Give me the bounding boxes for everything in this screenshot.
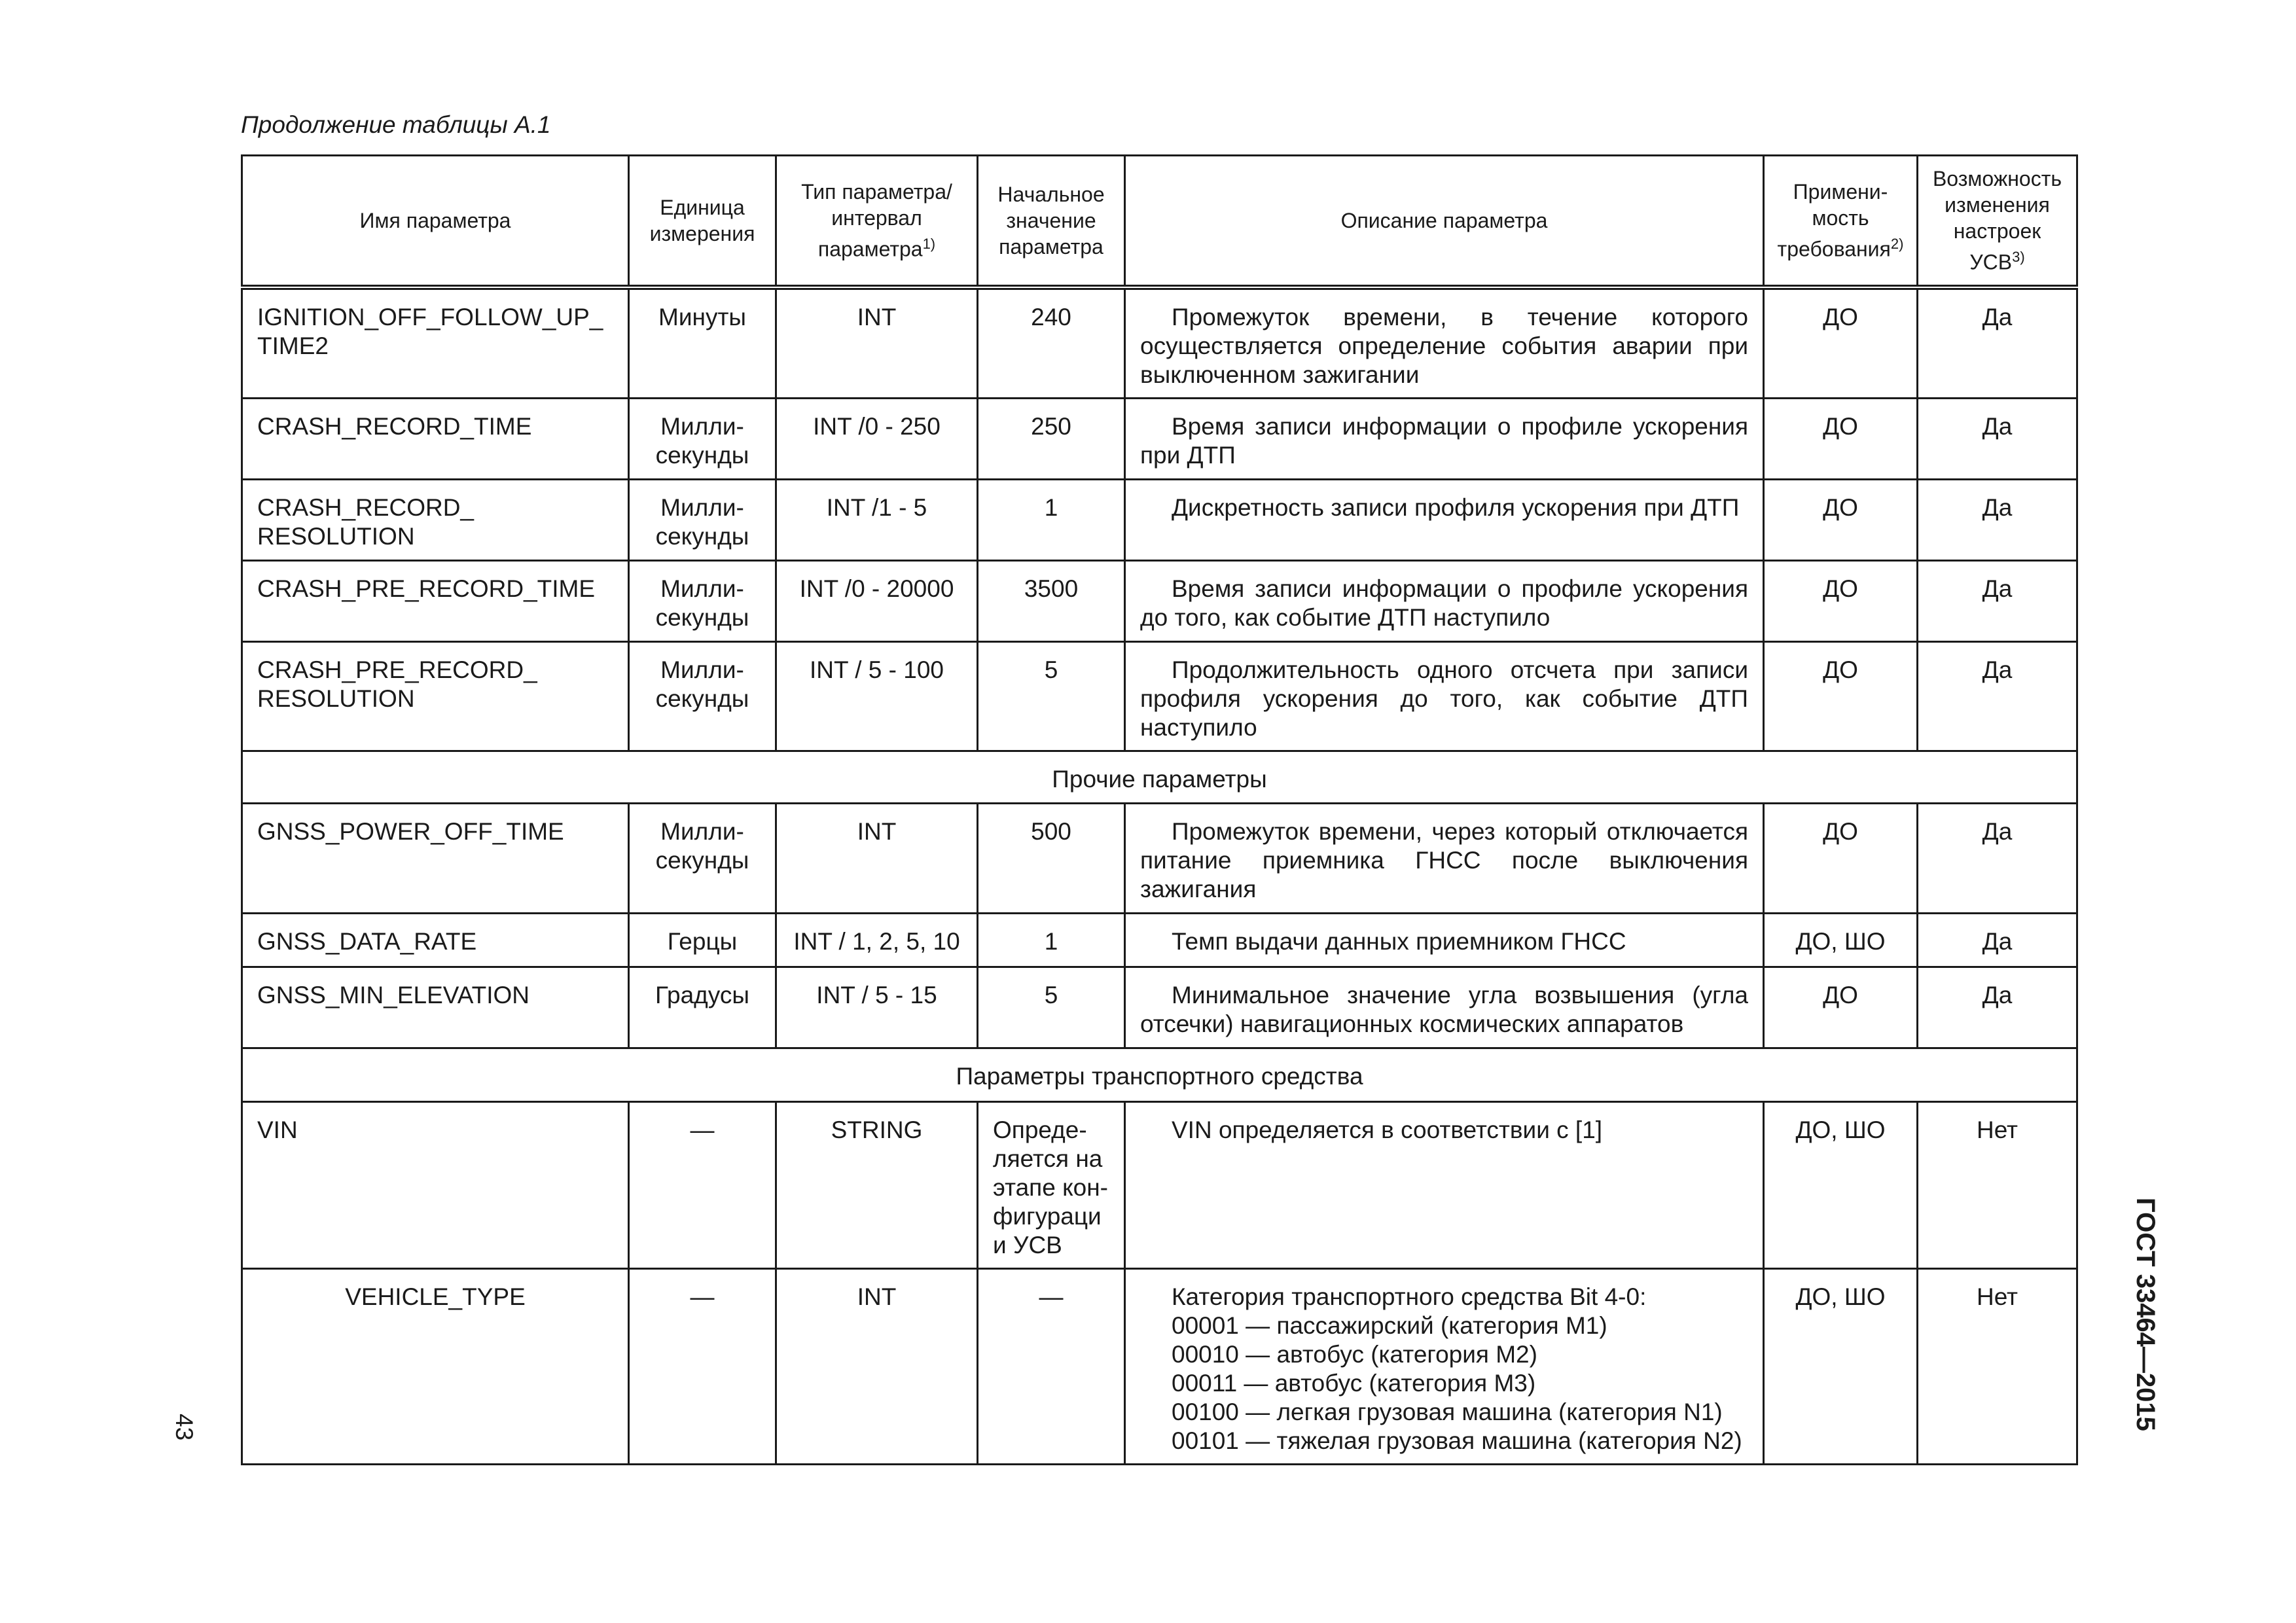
- cell-description: Минимальное значение угла возвышения (угла отсечки) навигационных космических аппаратов: [1125, 967, 1764, 1048]
- description-line: 00001 — пассажирский (категория M1): [1172, 1311, 1607, 1339]
- cell-name: GNSS_MIN_ELEVATION: [242, 967, 629, 1048]
- cell-initial: 1: [978, 479, 1125, 560]
- header-description: Описание параметра: [1125, 156, 1764, 287]
- cell-type: INT /0 - 250: [776, 398, 978, 479]
- cell-unit: Милли-секунды: [629, 560, 776, 641]
- page-number: 43: [171, 1414, 198, 1441]
- cell-applicability: ДО: [1764, 967, 1918, 1048]
- cell-name: CRASH_PRE_RECORD_TIME: [242, 560, 629, 641]
- cell-description: Темп выдачи данных приемником ГНСС: [1125, 913, 1764, 967]
- cell-changeable: Да: [1918, 287, 2077, 399]
- cell-type: INT: [776, 803, 978, 913]
- cell-unit: Милли-секунды: [629, 641, 776, 751]
- cell-description: Промежуток времени, через который отключается питание приемника ГНСС после выключения зажигания: [1125, 803, 1764, 913]
- description-line: 00101 — тяжелая грузовая машина (категория N2): [1172, 1427, 1742, 1454]
- cell-description: Продолжительность одного отсчета при записи профиля ускорения до того, как событие ДТП наступило: [1125, 641, 1764, 751]
- cell-description: Время записи информации о профиле ускорения до того, как событие ДТП наступило: [1125, 560, 1764, 641]
- cell-name: GNSS_POWER_OFF_TIME: [242, 803, 629, 913]
- cell-initial: 500: [978, 803, 1125, 913]
- cell-initial: 5: [978, 967, 1125, 1048]
- parameters-table: [241, 154, 2078, 1465]
- cell-type: INT / 5 - 15: [776, 967, 978, 1048]
- description-line: 00100 — легкая грузовая машина (категория N1): [1172, 1398, 1723, 1425]
- cell-type: INT: [776, 287, 978, 399]
- header-applicability: Примени-мость требования$^{2)}$: [1764, 156, 1918, 287]
- cell-description: Промежуток времени, в течение которого осуществляется определение события аварии при выключенном зажигании: [1125, 287, 1764, 399]
- cell-type: INT: [776, 1268, 978, 1464]
- cell-applicability: ДО: [1764, 641, 1918, 751]
- cell-applicability: ДО: [1764, 287, 1918, 399]
- cell-type: INT / 1, 2, 5, 10: [776, 913, 978, 967]
- cell-name: VIN: [242, 1101, 629, 1268]
- description-line: 00010 — автобус (категория M2): [1172, 1340, 1537, 1368]
- cell-unit: Милли-секунды: [629, 479, 776, 560]
- cell-name: IGNITION_OFF_FOLLOW_UP_ TIME2: [242, 287, 629, 399]
- section-row-other: [242, 751, 2077, 803]
- cell-name: CRASH_RECORD_ RESOLUTION: [242, 479, 629, 560]
- cell-unit: Милли-секунды: [629, 398, 776, 479]
- cell-unit: Градусы: [629, 967, 776, 1048]
- cell-applicability: ДО, ШО: [1764, 913, 1918, 967]
- table-row: [242, 913, 2077, 967]
- header-type: Тип параметра/ интервал параметра$^{1)}$: [776, 156, 978, 287]
- header-changeable: Возможность изменения настроек УСВ$^{3)}$: [1918, 156, 2077, 287]
- cell-type: INT /1 - 5: [776, 479, 978, 560]
- cell-changeable: Да: [1918, 967, 2077, 1048]
- cell-initial: 1: [978, 913, 1125, 967]
- cell-unit: Милли-секунды: [629, 803, 776, 913]
- cell-type: INT /0 - 20000: [776, 560, 978, 641]
- section-title: Параметры транспортного средства: [242, 1048, 2077, 1101]
- cell-type: STRING: [776, 1101, 978, 1268]
- cell-changeable: Да: [1918, 560, 2077, 641]
- table-row: [242, 967, 2077, 1048]
- cell-changeable: Нет: [1918, 1101, 2077, 1268]
- cell-name: CRASH_RECORD_TIME: [242, 398, 629, 479]
- cell-changeable: Да: [1918, 479, 2077, 560]
- cell-applicability: ДО: [1764, 398, 1918, 479]
- table-row: [242, 803, 2077, 913]
- standard-designation: ГОСТ 33464—2015: [2131, 1198, 2160, 1431]
- table-row: [242, 398, 2077, 479]
- table-row: [242, 1268, 2077, 1464]
- section-row-vehicle: [242, 1048, 2077, 1101]
- cell-initial: 250: [978, 398, 1125, 479]
- header-initial: Начальное значение параметра: [978, 156, 1125, 287]
- header-name: Имя параметра: [242, 156, 629, 287]
- cell-applicability: ДО, ШО: [1764, 1101, 1918, 1268]
- cell-type: INT / 5 - 100: [776, 641, 978, 751]
- cell-unit: —: [629, 1101, 776, 1268]
- cell-name: GNSS_DATA_RATE: [242, 913, 629, 967]
- cell-unit: Герцы: [629, 913, 776, 967]
- cell-initial: 5: [978, 641, 1125, 751]
- section-title: Прочие параметры: [242, 751, 2077, 803]
- cell-applicability: ДО: [1764, 560, 1918, 641]
- table-row: [242, 560, 2077, 641]
- table-row: [242, 641, 2077, 751]
- cell-unit: Минуты: [629, 287, 776, 399]
- cell-applicability: ДО, ШО: [1764, 1268, 1918, 1464]
- table-row: [242, 479, 2077, 560]
- cell-description: [1125, 1268, 1764, 1464]
- cell-unit: —: [629, 1268, 776, 1464]
- cell-changeable: Нет: [1918, 1268, 2077, 1464]
- table-row: [242, 1101, 2077, 1268]
- description-line: 00011 — автобус (категория M3): [1172, 1369, 1536, 1397]
- cell-changeable: Да: [1918, 641, 2077, 751]
- cell-initial: 240: [978, 287, 1125, 399]
- cell-initial: —: [978, 1268, 1125, 1464]
- cell-initial: Опреде-ляется на этапе кон-фигурации УСВ: [978, 1101, 1125, 1268]
- cell-description: Дискретность записи профиля ускорения при ДТП: [1125, 479, 1764, 560]
- cell-changeable: Да: [1918, 398, 2077, 479]
- cell-initial: 3500: [978, 560, 1125, 641]
- cell-name: CRASH_PRE_RECORD_ RESOLUTION: [242, 641, 629, 751]
- cell-applicability: ДО: [1764, 479, 1918, 560]
- cell-name: VEHICLE_TYPE: [242, 1268, 629, 1464]
- cell-description: Время записи информации о профиле ускорения при ДТП: [1125, 398, 1764, 479]
- cell-changeable: Да: [1918, 913, 2077, 967]
- table-row: [242, 287, 2077, 399]
- cell-changeable: Да: [1918, 803, 2077, 913]
- header-unit: Единица измерения: [629, 156, 776, 287]
- cell-description: VIN определяется в соответствии с [1]: [1125, 1101, 1764, 1268]
- table-caption: Продолжение таблицы А.1: [241, 111, 551, 138]
- cell-applicability: ДО: [1764, 803, 1918, 913]
- description-line: Категория транспортного средства Bit 4-0:: [1172, 1283, 1647, 1310]
- table-header-row: [242, 156, 2077, 287]
